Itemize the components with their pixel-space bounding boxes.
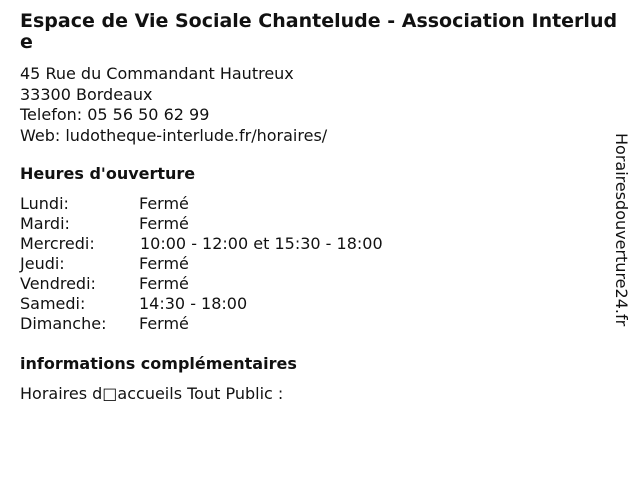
day-hours: 10:00 - 12:00 et 15:30 - 18:00: [140, 234, 383, 253]
day-hours: 14:30 - 18:00: [139, 294, 248, 313]
day-hours: Fermé: [139, 214, 189, 233]
city-postcode: 33300 Bordeaux: [20, 84, 153, 104]
day-label: Mardi:: [20, 214, 70, 233]
page-title: Espace de Vie Sociale Chantelude - Association Interlude: [20, 10, 618, 53]
day-label: Dimanche:: [20, 314, 107, 333]
site-watermark: Horairesdouverture24.fr: [612, 133, 631, 327]
day-label: Vendredi:: [20, 274, 96, 293]
opening-hours-heading: Heures d'ouverture: [20, 164, 196, 183]
day-hours: Fermé: [139, 274, 189, 293]
street-address: 45 Rue du Commandant Hautreux: [20, 64, 294, 83]
day-hours: Fermé: [139, 194, 189, 213]
additional-info-text: Horaires d□accueils Tout Public :: [20, 384, 284, 403]
day-hours: Fermé: [139, 314, 189, 333]
day-label: Lundi:: [20, 194, 69, 213]
day-hours: Fermé: [139, 254, 189, 273]
day-label: Samedi:: [20, 294, 86, 313]
address-block: [20, 64, 327, 146]
website-url: Web: ludotheque-interlude.fr/horaires/: [20, 125, 328, 145]
day-label: Jeudi:: [20, 254, 65, 273]
phone-number: Telefon: 05 56 50 62 99: [20, 105, 210, 124]
day-label: Mercredi:: [20, 234, 95, 253]
watermark-container: [611, 133, 631, 345]
additional-info-heading: informations complémentaires: [20, 354, 297, 373]
